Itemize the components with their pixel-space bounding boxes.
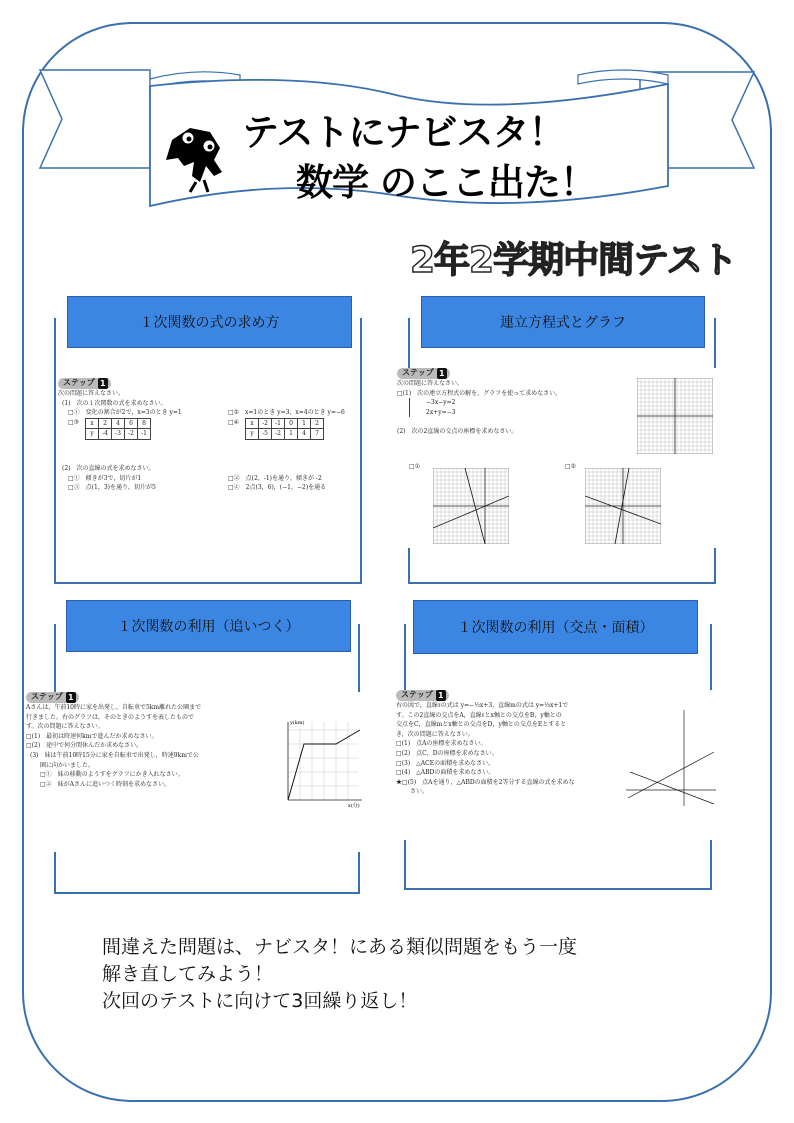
ws3-line: □② 妹がAさんに追いつく時刻を求めなさい。 xyxy=(40,780,171,788)
worksheet-4 xyxy=(396,690,720,840)
grid-graph-1 xyxy=(637,378,713,454)
step-badge: ステップ 1 xyxy=(26,692,79,703)
footer-line-2: 解き直してみよう！ xyxy=(102,963,274,985)
ws1-q1-2: □② x=1のとき y=3，x=4のとき y=−6 xyxy=(228,409,345,417)
ws1-q1-4: □④ xyxy=(228,418,240,426)
intersecting-lines-figure xyxy=(624,708,716,808)
ws1-q2-1: □① 傾きが3で，切片が1 xyxy=(68,474,142,482)
section-heading-4: １次関数の利用（交点・面積） xyxy=(413,600,698,654)
section-heading-3: １次関数の利用（追いつく） xyxy=(66,600,351,652)
ws1-table-b: x -2 -1 0 1 2 y -5 -2 1 4 7 xyxy=(245,418,324,440)
step-badge: ステップ 1 xyxy=(58,378,111,389)
ws3-line: す。次の問題に答えなさい。 xyxy=(26,723,104,731)
footer-line-3: 次回のテストに向けて3回繰り返し！ xyxy=(102,990,418,1012)
footer-message xyxy=(102,934,577,1015)
ws2-q2-2: □② xyxy=(565,463,577,470)
ws3-line: 行きました。右のグラフは，そのときのようすを表したもので xyxy=(26,713,195,721)
ws3-line: □(1) 最初は時速何kmで進んだか求めなさい。 xyxy=(26,732,158,740)
grid-graph-2 xyxy=(433,468,509,544)
ws1-q1-3: □③ xyxy=(68,418,80,426)
ws4-line: す。この2直線の交点をA，直線ℓとx軸との交点をB，y軸との xyxy=(396,711,562,719)
ws4-line: 右の図で，直線ℓの式は y=−½x+3，直線mの式は y=⅓x+1で xyxy=(396,702,569,709)
section-heading-2: 連立方程式とグラフ xyxy=(421,296,705,348)
ws4-line: 交点をC，直線mとx軸との交点をD，y軸との交点をEとすると xyxy=(396,721,567,729)
ws3-line: 園に向かいました。 xyxy=(40,761,95,769)
term-heading: 2年2学期中間テスト xyxy=(410,240,737,281)
ws2-eq1: −3x−y=2 xyxy=(409,398,717,408)
ws3-line: □(2) 途中で何分間休んだか求めなさい。 xyxy=(26,742,143,750)
ws4-line: □(2) 点C，Dの座標を求めなさい。 xyxy=(396,749,498,757)
ws1-intro: 次の問題に答えなさい。 xyxy=(58,390,125,397)
step-badge: ステップ 1 xyxy=(396,690,449,701)
worksheet-1 xyxy=(58,378,358,578)
ws4-line: □(3) △ACEの面積を求めなさい。 xyxy=(396,759,495,767)
ws2-q2: (2) 次の2直線の交点の座標を求めなさい。 xyxy=(397,428,518,436)
ws1-q2: (2) 次の直線の式を求めなさい。 xyxy=(62,464,155,472)
ws2-intro: 次の問題に答えなさい。 xyxy=(397,380,464,387)
graph-ylabel: y(km) xyxy=(290,720,305,726)
worksheet-2 xyxy=(397,368,717,548)
worksheet-3 xyxy=(26,692,362,852)
banner-title-line1: テストにナビスタ！ xyxy=(242,111,565,154)
ws1-q2-4: □④ 2点(3，6)，(−1，−2)を通る xyxy=(228,484,327,492)
ws2-q2-1: □① xyxy=(409,463,421,470)
ws3-line: □① 妹の移動のようすをグラフにかき入れなさい。 xyxy=(40,771,184,779)
ws3-line: Aさんは，午前10時に家を出発し，自転車で5km離れた公園まで xyxy=(26,704,202,711)
section-heading-1: １次関数の式の求め方 xyxy=(67,296,352,348)
ws1-q2-3: □③ 点(1，3)を通り，切片が5 xyxy=(68,484,156,492)
ws4-line: □(4) △ABDの面積を求めなさい。 xyxy=(396,769,495,777)
ws3-line: (3) 妹は午前10時15分に家を自転車で出発し，時速9kmで公 xyxy=(30,751,199,759)
ws4-line: き，次の問題に答えなさい。 xyxy=(396,730,474,738)
ws1-q2-2: □② 点(2，-1)を通り，傾きが -2 xyxy=(228,474,322,482)
ws4-line: さい。 xyxy=(410,788,429,796)
banner-title-line2: 数学 のここ出た！ xyxy=(296,161,596,204)
ws4-line: □(1) 点Aの座標を求めなさい。 xyxy=(396,740,487,748)
ws1-table-a: x 2 4 6 8 y -4 -3 -2 -1 xyxy=(85,418,151,440)
ws1-q1: (1) 次の１次関数の式を求めなさい。 xyxy=(62,399,167,407)
step-badge: ステップ 1 xyxy=(397,368,450,379)
footer-line-1: 間違えた問題は、ナビスタ！にある類似問題をもう一度 xyxy=(102,936,578,958)
ws4-line: ★□(5) 点Aを通り，△ABDの面積を2等分する直線の式を求めな xyxy=(396,778,575,786)
ws2-q1: □(1) 次の連立方程式の解を，グラフを使って求めなさい。 xyxy=(397,389,562,397)
ws1-q1-1: □① 変化の割合が2で，x=3のとき y=1 xyxy=(68,409,182,417)
ws2-eq2: 2x+y=−3 xyxy=(409,408,717,418)
distance-time-graph xyxy=(278,718,364,808)
grid-graph-3 xyxy=(585,468,661,544)
graph-xlabel: x(分) xyxy=(348,803,360,808)
